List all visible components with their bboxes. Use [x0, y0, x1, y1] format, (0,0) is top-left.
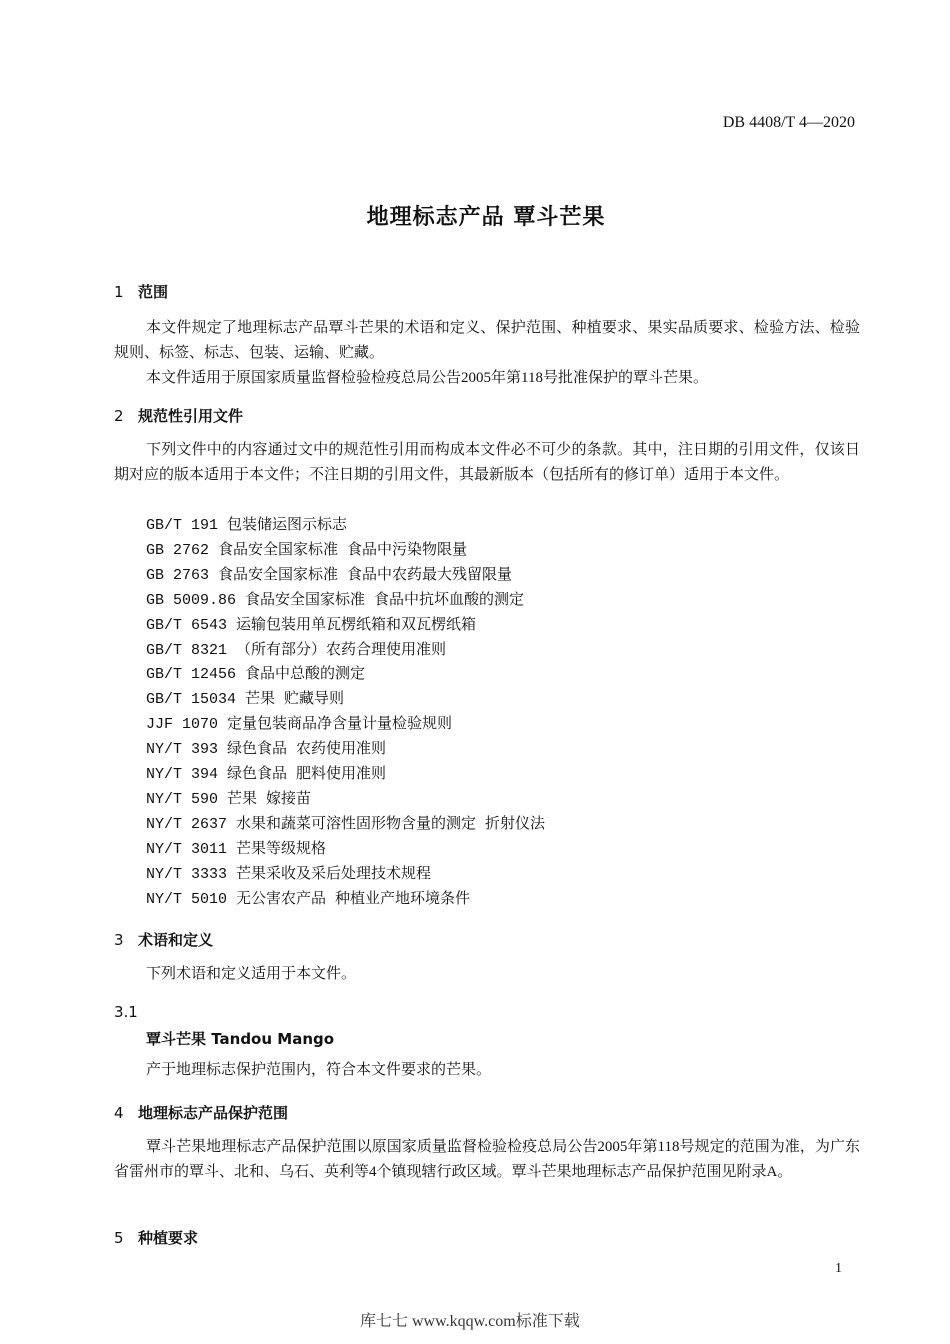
document-title: 地理标志产品 覃斗芒果	[366, 205, 606, 230]
section-3-body	[114, 962, 860, 987]
reference-item: NY/T 590 芒果 嫁接苗	[146, 790, 312, 808]
section-2-body	[114, 438, 860, 488]
paragraph: 下列文件中的内容通过文中的规范性引用而构成本文件必不可少的条款。其中，注日期的引用文件，仅该日期对应的版本适用于本文件；不注日期的引用文件，其最新版本（包括所有的修订单）适用于本文件。	[114, 442, 860, 483]
normative-reference-list	[146, 514, 545, 913]
section-heading-4	[114, 1102, 288, 1123]
section-heading-2	[114, 405, 243, 426]
section-heading-5	[114, 1227, 198, 1248]
section-number: 2	[114, 407, 124, 425]
section-number: 4	[114, 1104, 124, 1122]
reference-item: NY/T 5010 无公害农产品 种植业产地环境条件	[146, 890, 471, 908]
reference-item: GB/T 191 包装储运图示标志	[146, 517, 348, 534]
term-number: 3.1	[114, 1003, 138, 1021]
section-heading-1	[114, 281, 168, 302]
section-title: 规范性引用文件	[138, 407, 244, 425]
section-title: 地理标志产品保护范围	[138, 1104, 289, 1122]
reference-item: GB/T 15034 芒果 贮藏导则	[146, 691, 345, 709]
term-name: 覃斗芒果 Tandou Mango	[146, 1030, 335, 1048]
reference-item: NY/T 394 绿色食品 肥料使用准则	[146, 766, 387, 784]
reference-item: NY/T 393 绿色食品 农药使用准则	[146, 741, 387, 759]
paragraph: 下列术语和定义适用于本文件。	[146, 966, 357, 982]
section-title: 种植要求	[138, 1229, 199, 1247]
reference-item: GB/T 6543 运输包装用单瓦楞纸箱和双瓦楞纸箱	[146, 616, 477, 634]
section-heading-3	[114, 929, 213, 950]
reference-item: NY/T 3333 芒果采收及采后处理技术规程	[146, 865, 432, 883]
section-1-body	[114, 316, 860, 391]
section-number: 5	[114, 1229, 124, 1247]
document-code: DB 4408/T 4—2020	[722, 114, 855, 131]
section-title: 范围	[138, 283, 169, 301]
reference-item: GB 5009.86 食品安全国家标准 食品中抗坏血酸的测定	[146, 591, 525, 609]
reference-item: NY/T 3011 芒果等级规格	[146, 840, 327, 858]
paragraph: 本文件规定了地理标志产品覃斗芒果的术语和定义、保护范围、种植要求、果实品质要求、检验方法、检验规则、标签、标志、包装、运输、贮藏。	[114, 320, 860, 361]
footer-watermark: 库七七 www.kqqw.com标准下载	[360, 1313, 580, 1330]
reference-item: JJF 1070 定量包装商品净含量计量检验规则	[146, 716, 453, 734]
paragraph: 本文件适用于原国家质量监督检验检疫总局公告2005年第118号批准保护的覃斗芒果。	[146, 370, 708, 386]
section-number: 1	[114, 283, 124, 301]
section-number: 3	[114, 931, 124, 949]
reference-item: GB 2763 食品安全国家标准 食品中农药最大残留限量	[146, 566, 513, 584]
section-title: 术语和定义	[138, 931, 214, 949]
paragraph: 覃斗芒果地理标志产品保护范围以原国家质量监督检验检疫总局公告2005年第118号规定的范围为准，为广东省雷州市的覃斗、北和、乌石、英利等4个镇现辖行政区域。覃斗芒果地理标志产品保护范围见附录A。	[114, 1139, 860, 1180]
reference-item: NY/T 2637 水果和蔬菜可溶性固形物含量的测定 折射仪法	[146, 815, 546, 833]
reference-item: GB/T 8321 （所有部分）农药合理使用准则	[146, 641, 447, 659]
reference-item: GB 2762 食品安全国家标准 食品中污染物限量	[146, 541, 468, 559]
page-number: 1	[835, 1261, 842, 1276]
reference-item: GB/T 12456 食品中总酸的测定	[146, 666, 366, 684]
section-4-body	[114, 1135, 860, 1185]
term-definition: 产于地理标志保护范围内，符合本文件要求的芒果。	[146, 1062, 492, 1078]
